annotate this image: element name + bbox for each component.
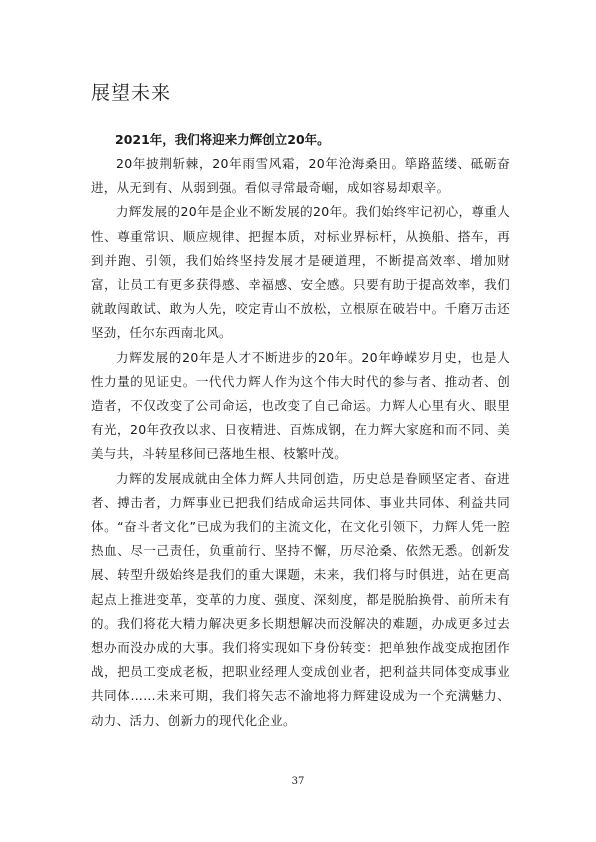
lead-sentence: 2021年，我们将迎来力辉创立20年。 [115, 132, 330, 147]
paragraph-3: 力辉发展的20年是人才不断进步的20年。20年峥嵘岁月史，也是人性力量的见证史。一代代力辉人作为这个伟大时代的参与者、推动者、创造者，不仅改变了公司命运，也改变了自己命运。力辉人心里有火、眼里有光，20年孜孜以求、日夜精进、百炼成钢，在力辉大家庭和而不同、美美与共，斗转星移间已落地生根、枝繁叶茂。 [91, 349, 510, 462]
page-title: 展望未来 [91, 82, 172, 104]
paragraph-2: 力辉发展的20年是企业不断发展的20年。我们始终牢记初心，尊重人性、尊重常识、顺应规律、把握本质，对标业界标杆，从换船、搭车，再到并跑、引领，我们始终坚持发展才是硬道理，不断提高效率、增加财富，让员工有更多获得感、幸福感、安全感。只要有助于提高效率，我们就敢闯敢试、敢为人先，咬定青山不放松，立根原在破岩中。千磨万击还坚劲，任尔东西南北风。 [91, 204, 510, 341]
page-number: 37 [291, 776, 305, 787]
paragraph-1: 20年披荆斩棘，20年雨雪风霜，20年沧海桑田。筚路蓝缕、砥砺奋进，从无到有、从弱到强。看似寻常最奇崛，成如容易却艰辛。 [91, 156, 510, 196]
paragraph-4: 力辉的发展成就由全体力辉人共同创造，历史总是眷顾坚定者、奋进者、搏击者，力辉事业已把我们结成命运共同体、事业共同体、利益共同体。“奋斗者文化”已成为我们的主流文化，在文化引领下，力辉人凭一腔热血、尽一己责任，负重前行、坚持不懈，历尽沧桑、依然无悉。创新发展、转型升级始终是我们的重大课题，未来，我们将与时俱进，站在更高起点上推进变革，变革的力度、强度、深刻度，都是脱胎换骨、前所未有的。我们将花大精力解决更多长期想解决而没解决的难题，办成更多过去想办而没办成的大事。我们将实现如下身份转变：把单独作战变成抱团作战，把员工变成老板，把职业经理人变成创业者，把利益共同体变成事业共同体……未来可期，我们将矢志不渝地将力辉建设成为一个充满魅力、动力、活力、创新力的现代化企业。 [91, 470, 510, 728]
body-text [91, 128, 510, 733]
